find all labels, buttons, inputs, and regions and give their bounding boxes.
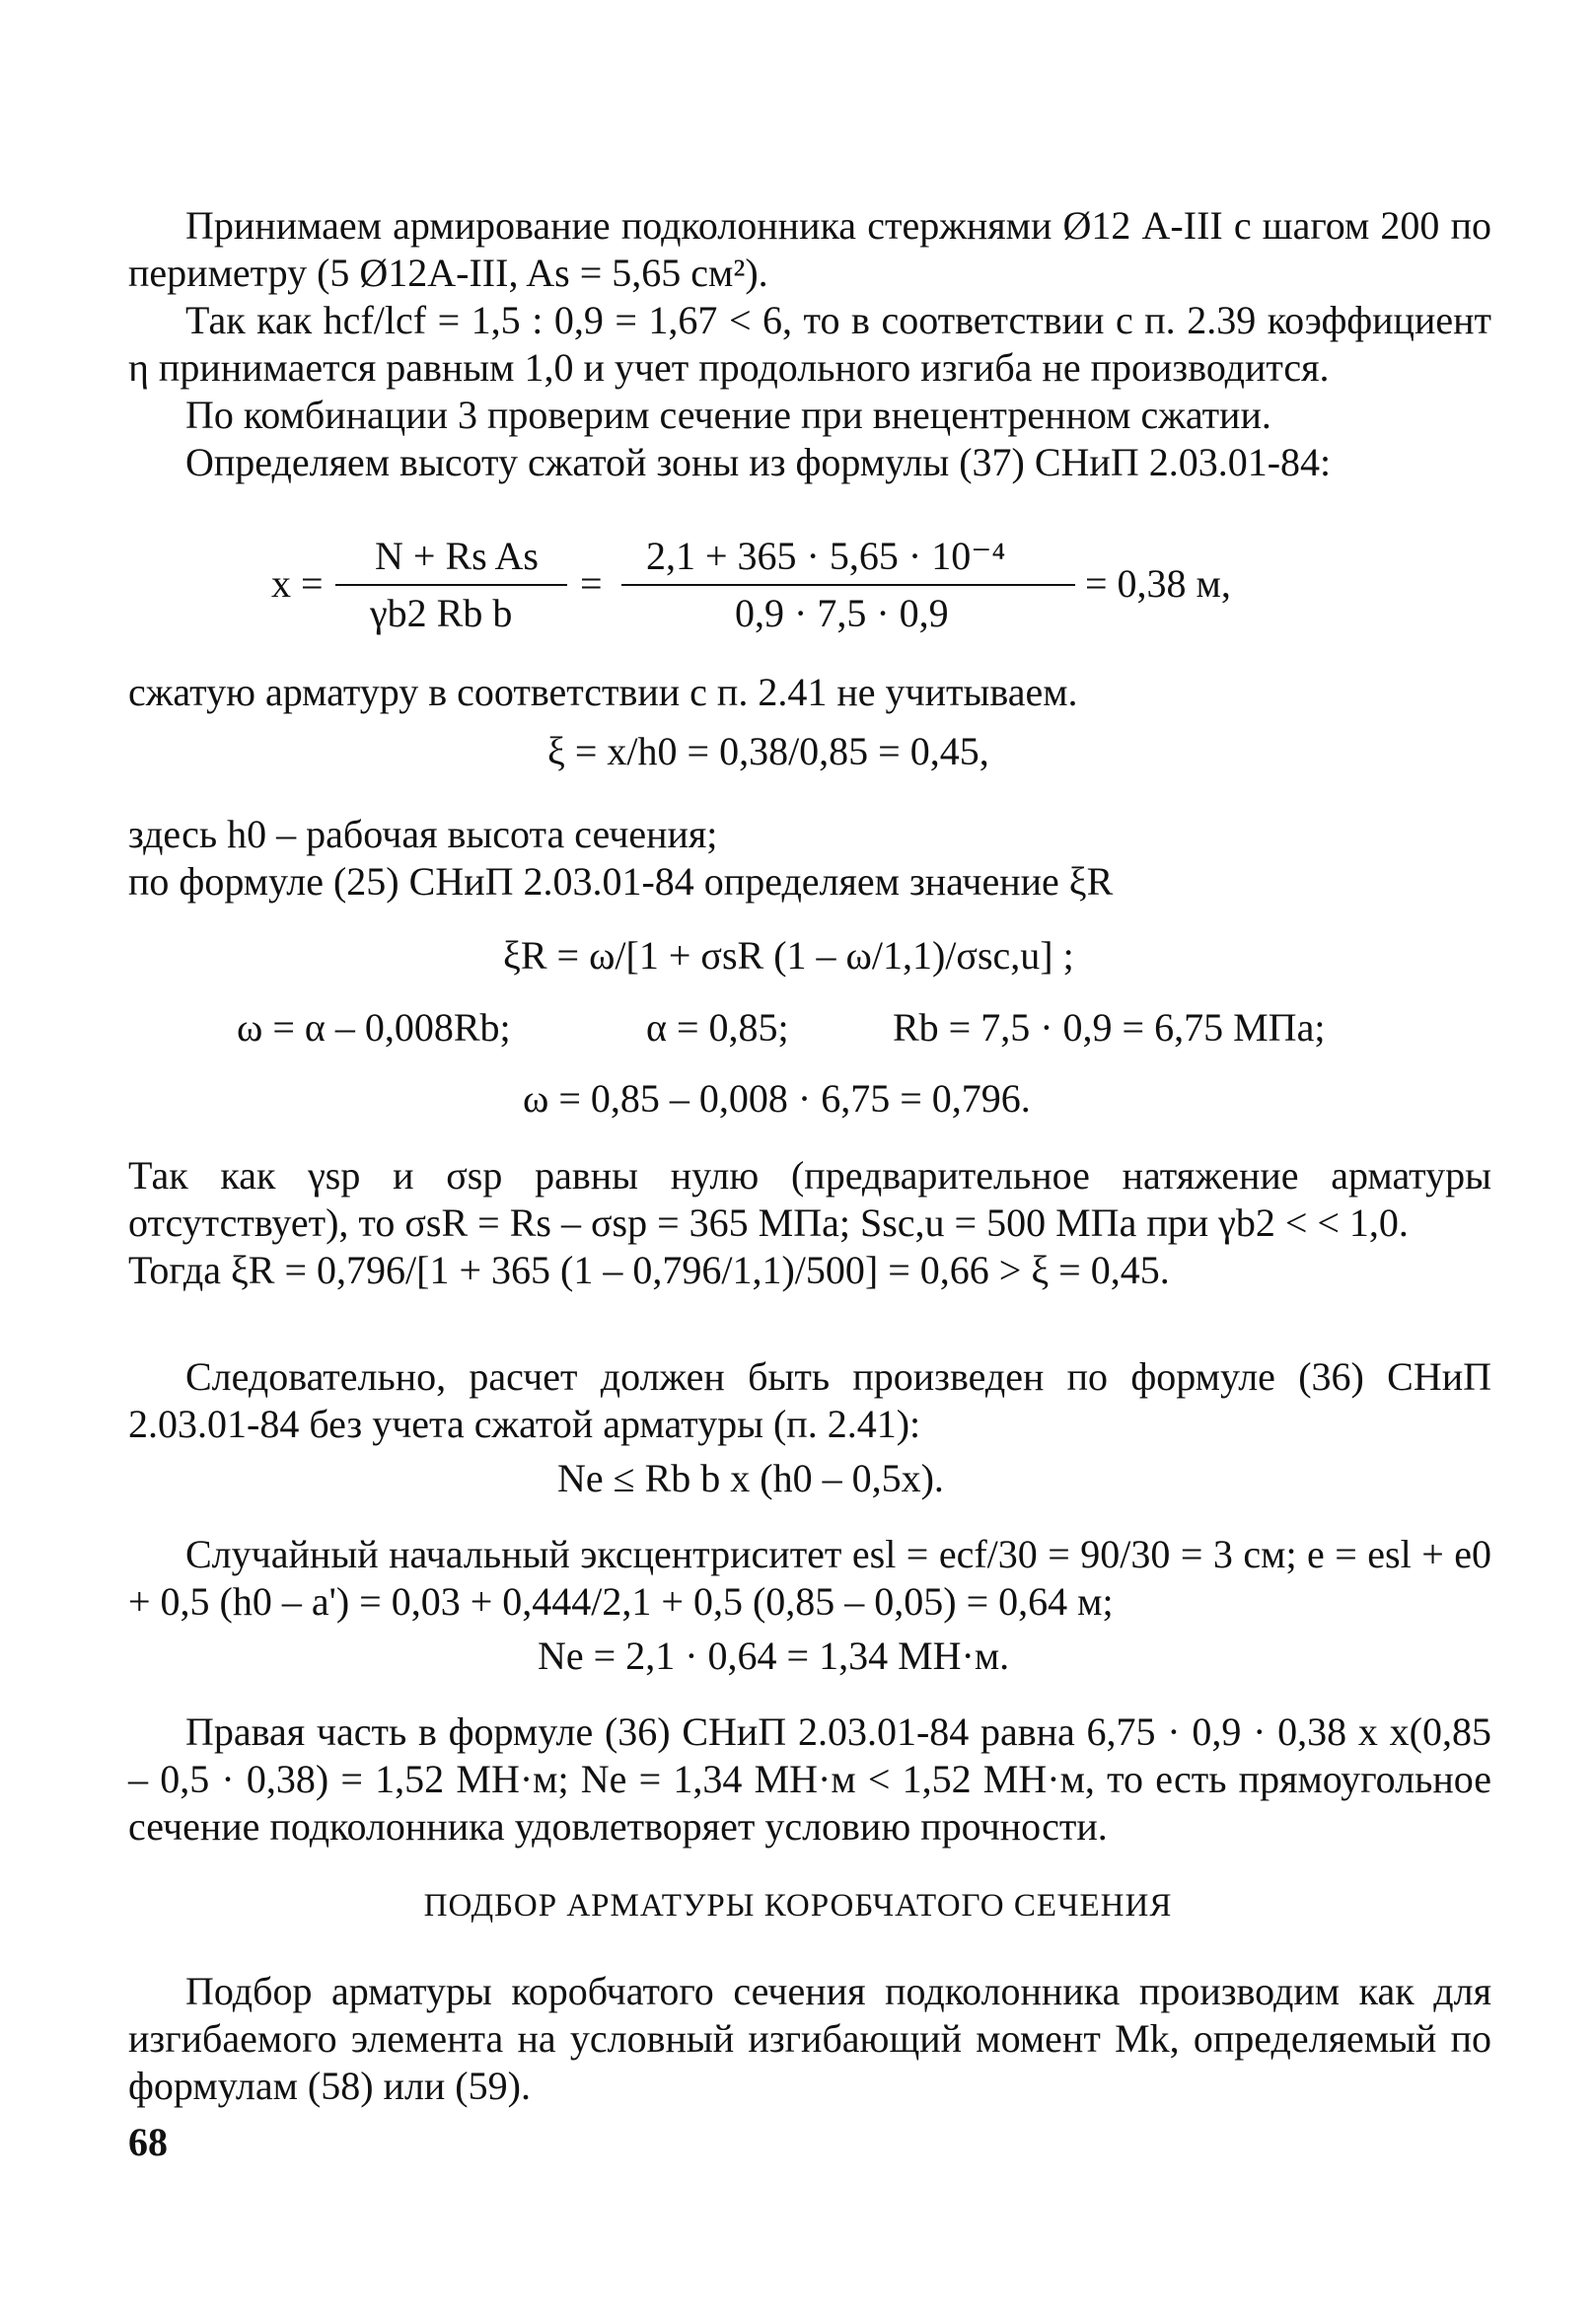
formula-ne-condition: Ne ≤ Rb b x (h0 – 0,5x). <box>557 1456 944 1500</box>
formula-x-lhs: x = <box>271 561 324 606</box>
text-block-calculation <box>128 1353 1491 1448</box>
text-block-eccentricity <box>128 1531 1491 1626</box>
paragraph-right-side: Правая часть в формуле (36) СНиП 2.03.01-84 равна 6,75 · 0,9 · 0,38 x x(0,85 – 0,5 · 0,38) = 1,52 МН·м; Ne = 1,34 МН·м < 1,52 МН·м, то есть прямоугольное сечение подколонника удовлетворяет условию прочности. <box>128 1709 1491 1849</box>
paragraph-combination: По комбинации 3 проверим сечение при внецентренном сжатии. <box>185 393 1271 437</box>
text-block-right-side <box>128 1708 1491 1851</box>
fraction-bar-1 <box>335 584 567 586</box>
text-block-compressed <box>128 669 1491 716</box>
paragraph-xi-r-value: Тогда ξR = 0,796/[1 + 365 (1 – 0,796/1,1)/500] = 0,66 > ξ = 0,45. <box>128 1248 1170 1292</box>
paragraph-compressed-zone: Определяем высоту сжатой зоны из формулы (37) СНиП 2.03.01-84: <box>185 440 1332 484</box>
paragraph-formula-25: по формуле (25) СНиП 2.03.01-84 определяем значение ξR <box>128 859 1114 904</box>
paragraph-prestress: Так как γsp и σsp равны нулю (предварительное натяжение арматуры отсутствует), то σsR = Rs – σsp = 365 МПа; Ssc,u = 500 МПа при γb2 < < 1,0. <box>128 1153 1491 1245</box>
paragraph-ratio: Так как hcf/lcf = 1,5 : 0,9 = 1,67 < 6, то в соответствии с п. 2.39 коэффициент η принимается равным 1,0 и учет продольного изгиба не производится. <box>128 298 1491 390</box>
formula-xi-r: ξR = ω/[1 + σsR (1 – ω/1,1)/σsc,u] ; <box>503 933 1074 978</box>
text-block-box-section <box>128 1968 1491 2110</box>
paragraph-formula-36: Следовательно, расчет должен быть произведен по формуле (36) СНиП 2.03.01-84 без учета сжатой арматуры (п. 2.41): <box>128 1354 1491 1446</box>
formula-xi: ξ = x/h0 = 0,38/0,85 = 0,45, <box>547 729 989 773</box>
paragraph-box-section: Подбор арматуры коробчатого сечения подколонника производим как для изгибаемого элемента на условный изгибающий момент Mk, определяемый по формулам (58) или (59). <box>128 1969 1491 2108</box>
fraction-bar-2 <box>621 584 1075 586</box>
paragraph-eccentricity: Случайный начальный эксцентриситет esl = ecf/30 = 90/30 = 3 см; e = esl + e0 + 0,5 (h0 – a') = 0,03 + 0,444/2,1 + 0,5 (0,85 – 0,05) = 0,64 м; <box>128 1532 1491 1624</box>
paragraph-reinforcement: Принимаем армирование подколонника стержнями Ø12 А-III с шагом 200 по периметру (5 Ø12А-III, As = 5,65 см²). <box>128 203 1491 295</box>
page-number: 68 <box>128 2120 168 2164</box>
formula-rb: Rb = 7,5 · 0,9 = 6,75 МПа; <box>893 1005 1326 1050</box>
formula-x-denominator-2: 0,9 · 7,5 · 0,9 <box>735 591 949 635</box>
formula-ne-value: Ne = 2,1 · 0,64 = 1,34 МН·м. <box>538 1634 1010 1678</box>
formula-omega-def: ω = α – 0,008Rb; <box>237 1005 511 1050</box>
formula-x-equals: = <box>580 561 603 606</box>
text-block-intro <box>128 202 1491 486</box>
formula-omega-value: ω = 0,85 – 0,008 · 6,75 = 0,796. <box>523 1076 1031 1121</box>
section-heading: ПОДБОР АРМАТУРЫ КОРОБЧАТОГО СЕЧЕНИЯ <box>423 1888 1173 1924</box>
text-block-working-height <box>128 811 1491 906</box>
formula-x-numerator-2: 2,1 + 365 · 5,65 · 10⁻⁴ <box>646 534 1006 578</box>
text-block-prestress <box>128 1152 1491 1294</box>
formula-x-denominator-1: γb2 Rb b <box>370 591 513 635</box>
paragraph-compressed-reinforcement: сжатую арматуру в соответствии с п. 2.41 не учитываем. <box>128 670 1078 714</box>
formula-alpha: α = 0,85; <box>646 1005 789 1050</box>
formula-x-numerator-1: N + Rs As <box>375 534 539 578</box>
paragraph-working-height: здесь h0 – рабочая высота сечения; <box>128 812 718 856</box>
formula-x-result: = 0,38 м, <box>1085 561 1231 606</box>
